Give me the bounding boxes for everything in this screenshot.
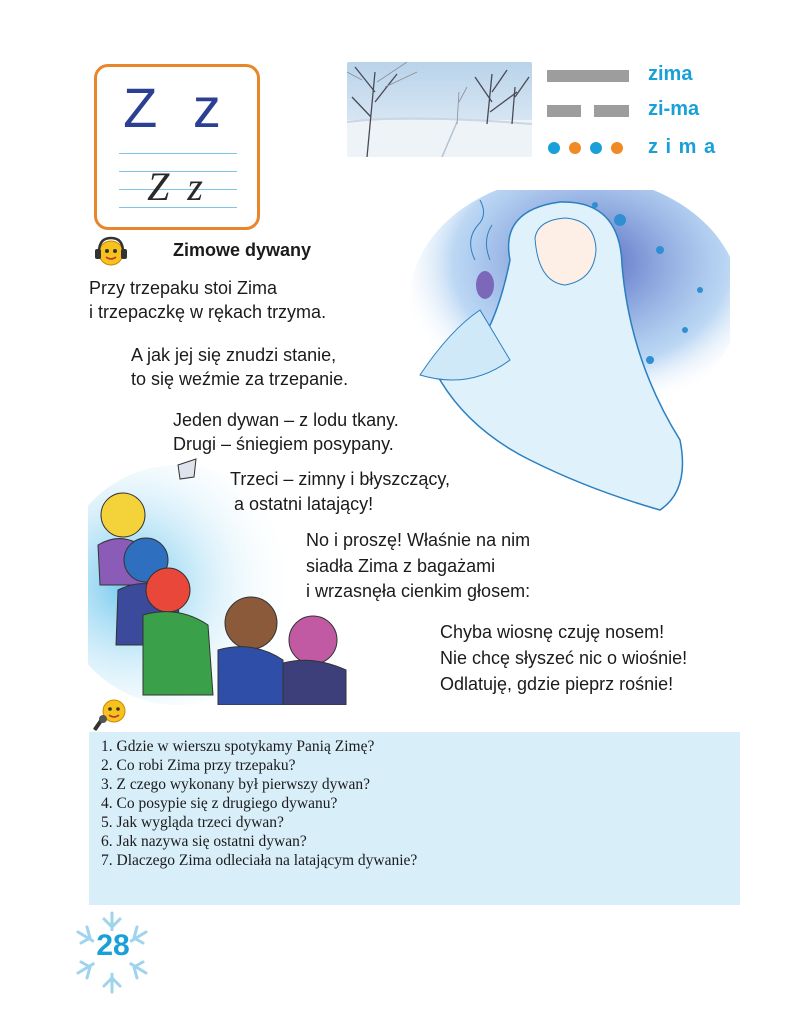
poem-line: Przy trzepaku stoi Zima [89,278,278,298]
poem-line: Odlatuję, gdzie pieprz rośnie! [440,674,674,694]
poem-line: Trzeci – zimny i błyszczący, [230,469,451,489]
question-item: 3. Z czego wykonany był pierwszy dywan? [101,776,371,793]
syllable-scheme [547,62,747,162]
page-number: 28 [96,929,130,962]
letter-script: Z z [147,164,207,209]
scheme-word: zima [648,63,693,85]
poem-line: A jak jej się znudzi stanie, [131,345,337,365]
sound-dot [569,142,581,154]
question-item: 1. Gdzie w wierszu spotykamy Panią Zimę? [101,738,375,755]
question-item: 4. Co posypie się z drugiego dywanu? [101,795,338,812]
syllable-bar [594,105,629,117]
winter-lady-illustration [360,190,730,515]
sound-dot [611,142,623,154]
sound-dot [548,142,560,154]
poem-line: i trzepaczkę w rękach trzyma. [89,302,327,322]
poem-line: Chyba wiosnę czuję nosem! [440,622,665,642]
poem-line: No i proszę! Właśnie na nim [306,530,531,550]
letter-print: Z z [123,76,231,139]
poem-line: siadła Zima z bagażami [306,556,496,576]
question-item: 2. Co robi Zima przy trzepaku? [101,757,296,774]
poem-line: Jeden dywan – z lodu tkany. [173,410,399,430]
question-item: 6. Jak nazywa się ostatni dywan? [101,833,307,850]
question-item: 7. Dlaczego Zima odleciała na latającym dywanie? [101,852,418,869]
ruled-line [119,153,237,154]
headphones-icon [94,235,128,269]
poem-line: Drugi – śniegiem posypany. [173,434,394,454]
poem-line: i wrzasnęła cienkim głosem: [306,581,531,601]
question-item: 5. Jak wygląda trzeci dywan? [101,814,284,831]
scheme-word: zi-ma [648,98,700,120]
poem-line: a ostatni latający! [234,494,374,514]
poem-title: Zimowe dywany [173,240,312,260]
poem-line: to się weźmie za trzepanie. [131,369,349,389]
sound-dot [590,142,602,154]
word-bar [547,70,629,82]
winter-photo [347,62,532,157]
poem-line: Nie chcę słyszeć nic o wiośnie! [440,648,688,668]
microphone-icon [92,697,130,731]
questions-box [89,732,740,905]
syllable-bar [547,105,581,117]
scheme-word: z i m a [648,136,717,158]
letter-card [94,64,260,230]
